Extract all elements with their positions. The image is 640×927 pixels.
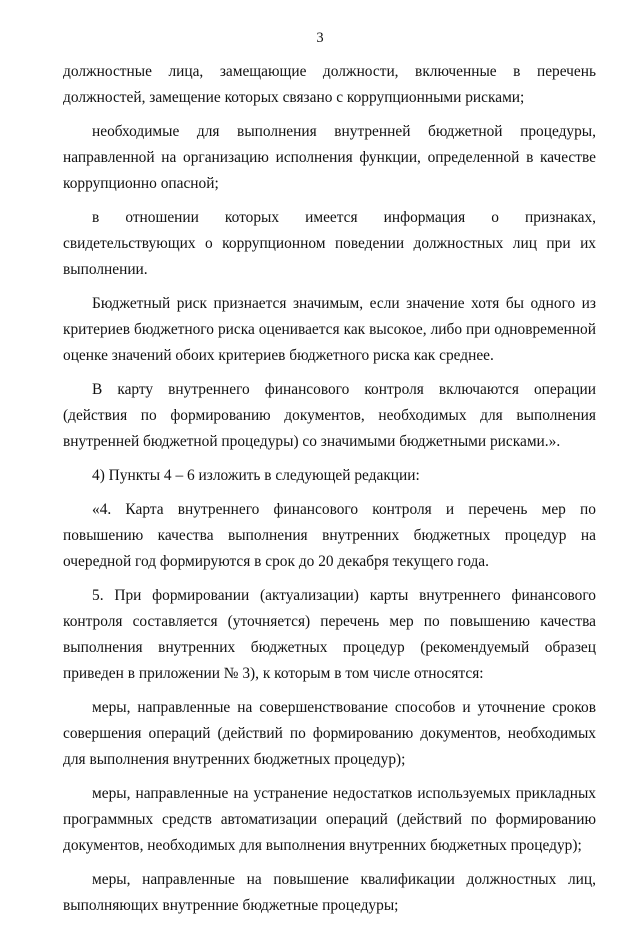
- paragraph-8: 5. При формировании (актуализации) карты внутреннего финансового контроля составляется (уточняется) перечень мер по повышению качества выполнения внутренних бюджетных процедур (рекомендуемый образец приведен в приложении № 3), к которым в том числе относятся:: [63, 587, 596, 682]
- paragraph-10: меры, направленные на устранение недостатков используемых прикладных программных средств автоматизации операций (действий по формированию документов, необходимых для выполнения внутренних бюджетных процедур);: [63, 785, 596, 854]
- document-body: [63, 59, 596, 927]
- page-number: 3: [316, 30, 324, 46]
- paragraph-5: В карту внутреннего финансового контроля включаются операции (действия по формированию документов, необходимых для выполнения внутренней бюджетной процедуры) со значимыми бюджетными рисками.».: [63, 381, 596, 450]
- paragraph-7: «4. Карта внутреннего финансового контроля и перечень мер по повышению качества выполнения внутренних бюджетных процедур на очередной год формируются в срок до 20 декабря текущего года.: [63, 501, 596, 570]
- paragraph-6: 4) Пункты 4 – 6 изложить в следующей редакции:: [92, 467, 420, 484]
- paragraph-4: Бюджетный риск признается значимым, если значение хотя бы одного из критериев бюджетного риска оценивается как высокое, либо при одновременной оценке значений обоих критериев бюджетного риска как среднее.: [63, 295, 596, 364]
- paragraph-2: необходимые для выполнения внутренней бюджетной процедуры, направленной на организацию исполнения функции, определенной в качестве коррупционно опасной;: [63, 123, 596, 192]
- paragraph-9: меры, направленные на совершенствование способов и уточнение сроков совершения операций (действий по формированию документов, необходимых для выполнения внутренних бюджетных процедур);: [63, 699, 596, 768]
- paragraph-11: меры, направленные на повышение квалификации должностных лиц, выполняющих внутренние бюджетные процедуры;: [63, 871, 596, 914]
- paragraph-1: должностные лица, замещающие должности, включенные в перечень должностей, замещение которых связано с коррупционными рисками;: [63, 63, 596, 106]
- paragraph-3: в отношении которых имеется информация о признаках, свидетельствующих о коррупционном поведении должностных лиц при их выполнении.: [63, 209, 596, 278]
